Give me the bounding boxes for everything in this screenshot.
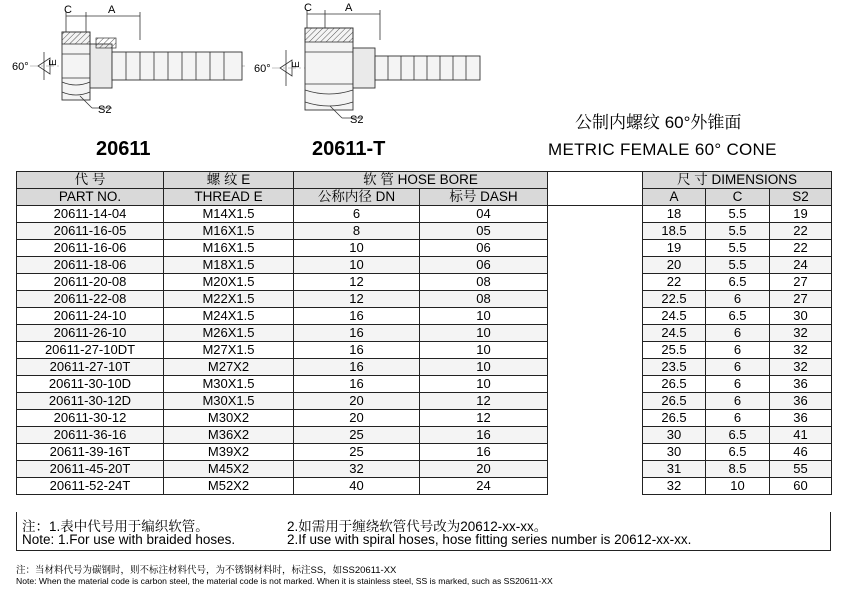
cell-part-no: 20611-30-12 [17,410,164,427]
table-row [17,257,832,274]
table-row [17,376,832,393]
cell-dn: 40 [294,478,420,495]
cell-c: 6 [706,393,770,410]
header-dimensions: 尺 寸 DIMENSIONS [643,172,832,189]
cell-thread: M30X1.5 [164,376,294,393]
cell-c: 10 [706,478,770,495]
cell-dn: 10 [294,257,420,274]
header-s2: S2 [770,189,832,206]
cell-a: 26.5 [643,393,706,410]
cell-part-no: 20611-52-24T [17,478,164,495]
cell-gap [548,240,643,257]
cell-gap [548,308,643,325]
cell-s2: 24 [770,257,832,274]
cell-part-no: 20611-30-12D [17,393,164,410]
cell-a: 19 [643,240,706,257]
cell-s2: 19 [770,206,832,223]
cell-s2: 32 [770,325,832,342]
cell-thread: M30X1.5 [164,393,294,410]
cell-a: 26.5 [643,410,706,427]
cell-dash: 08 [420,274,548,291]
cell-dn: 12 [294,291,420,308]
cell-a: 22.5 [643,291,706,308]
cell-a: 26.5 [643,376,706,393]
table-row [17,325,832,342]
cell-dn: 16 [294,376,420,393]
cell-gap [548,342,643,359]
cell-gap [548,223,643,240]
cell-s2: 32 [770,359,832,376]
header-row-1 [17,172,832,189]
table-body [17,206,832,495]
cell-dash: 08 [420,291,548,308]
cell-dash: 10 [420,325,548,342]
cell-dash: 06 [420,240,548,257]
cell-s2: 22 [770,223,832,240]
cell-thread: M30X2 [164,410,294,427]
table-row [17,393,832,410]
cell-s2: 27 [770,291,832,308]
cell-dash: 12 [420,410,548,427]
cell-dn: 10 [294,240,420,257]
cell-dash: 04 [420,206,548,223]
cell-c: 5.5 [706,223,770,240]
cell-dn: 20 [294,393,420,410]
cell-a: 22 [643,274,706,291]
cell-a: 31 [643,461,706,478]
cell-part-no: 20611-36-16 [17,427,164,444]
label-s2-left: S2 [98,104,112,116]
cell-dn: 16 [294,359,420,376]
note-cn-2: 2.如需用于缠绕软管代号改为20612-xx-xx。 [287,519,548,534]
model-20611: 20611 [96,138,151,160]
cell-dash: 05 [420,223,548,240]
table-row [17,427,832,444]
cell-c: 6.5 [706,427,770,444]
table-row [17,308,832,325]
cell-dn: 8 [294,223,420,240]
cell-dn: 16 [294,342,420,359]
drawing-20611 [30,12,245,108]
cell-c: 6 [706,410,770,427]
cell-a: 23.5 [643,359,706,376]
cell-part-no: 20611-24-10 [17,308,164,325]
label-e-left: E [48,59,59,66]
cell-thread: M24X1.5 [164,308,294,325]
cell-s2: 55 [770,461,832,478]
table-row [17,359,832,376]
note-en-1: Note: 1.For use with braided hoses. [22,532,236,547]
cell-c: 8.5 [706,461,770,478]
cell-dash: 10 [420,308,548,325]
cell-c: 6 [706,325,770,342]
header-a: A [643,189,706,206]
cell-dn: 25 [294,444,420,461]
cell-thread: M16X1.5 [164,223,294,240]
cell-c: 5.5 [706,206,770,223]
cell-s2: 30 [770,308,832,325]
cell-gap [548,376,643,393]
title-chinese: 公制内螺纹 60°外锥面 [575,113,742,132]
cell-dash: 12 [420,393,548,410]
table-row [17,444,832,461]
label-s2-right: S2 [350,114,364,126]
cell-gap [548,274,643,291]
cell-gap [548,427,643,444]
label-angle-right: 60° [254,63,271,75]
cell-gap [548,393,643,410]
cell-thread: M39X2 [164,444,294,461]
cell-dn: 20 [294,410,420,427]
cell-gap [548,478,643,495]
label-a-right: A [345,2,353,14]
cell-gap [548,325,643,342]
cell-part-no: 20611-22-08 [17,291,164,308]
header-dn: 公称内径 DN [294,189,420,206]
cell-part-no: 20611-26-10 [17,325,164,342]
cell-gap [548,206,643,223]
header-gap [548,172,643,206]
cell-thread: M36X2 [164,427,294,444]
cell-c: 5.5 [706,240,770,257]
table-row [17,223,832,240]
drawing-20611-T [272,10,480,118]
cell-part-no: 20611-27-10T [17,359,164,376]
cell-thread: M27X2 [164,359,294,376]
cell-a: 25.5 [643,342,706,359]
table-row [17,478,832,495]
header-c: C [706,189,770,206]
cell-thread: M20X1.5 [164,274,294,291]
cell-thread: M45X2 [164,461,294,478]
cell-a: 18 [643,206,706,223]
cell-a: 24.5 [643,308,706,325]
cell-s2: 27 [770,274,832,291]
cell-dash: 24 [420,478,548,495]
cell-dash: 10 [420,342,548,359]
cell-dn: 12 [294,274,420,291]
cell-dash: 10 [420,376,548,393]
cell-dash: 16 [420,427,548,444]
cell-part-no: 20611-30-10D [17,376,164,393]
cell-thread: M16X1.5 [164,240,294,257]
header-part-cn: 代 号 [17,172,164,189]
cell-thread: M22X1.5 [164,291,294,308]
cell-gap [548,257,643,274]
cell-dn: 16 [294,308,420,325]
table-row [17,206,832,223]
cell-s2: 36 [770,410,832,427]
cell-part-no: 20611-27-10DT [17,342,164,359]
cell-s2: 46 [770,444,832,461]
table-row [17,410,832,427]
cell-thread: M26X1.5 [164,325,294,342]
header-thread-en: THREAD E [164,189,294,206]
cell-a: 20 [643,257,706,274]
cell-s2: 36 [770,393,832,410]
cell-thread: M27X1.5 [164,342,294,359]
header-dash: 标号 DASH [420,189,548,206]
table-row [17,291,832,308]
cell-part-no: 20611-20-08 [17,274,164,291]
cell-gap [548,410,643,427]
label-c-left: C [64,4,72,16]
cell-a: 32 [643,478,706,495]
cell-c: 6.5 [706,308,770,325]
cell-gap [548,291,643,308]
cell-c: 5.5 [706,257,770,274]
cell-a: 30 [643,444,706,461]
cell-s2: 41 [770,427,832,444]
cell-a: 18.5 [643,223,706,240]
cell-a: 24.5 [643,325,706,342]
header-thread-cn: 螺 纹 E [164,172,294,189]
cell-c: 6 [706,291,770,308]
table-row [17,342,832,359]
cell-c: 6 [706,342,770,359]
cell-s2: 32 [770,342,832,359]
cell-part-no: 20611-45-20T [17,461,164,478]
cell-c: 6.5 [706,274,770,291]
cell-dash: 16 [420,444,548,461]
cell-part-no: 20611-14-04 [17,206,164,223]
cell-s2: 60 [770,478,832,495]
cell-part-no: 20611-16-06 [17,240,164,257]
cell-s2: 36 [770,376,832,393]
table-row [17,274,832,291]
cell-gap [548,461,643,478]
label-c-right: C [304,2,312,14]
footer-note-cn: 注：当材料代号为碳钢时，则不标注材料代号，为不锈钢材料时，标注SS，如SS20611-XX [16,565,397,576]
model-20611-t: 20611-T [312,138,386,160]
cell-a: 30 [643,427,706,444]
label-angle-left: 60° [12,61,29,73]
cell-dn: 32 [294,461,420,478]
header-part-en: PART NO. [17,189,164,206]
cell-dn: 6 [294,206,420,223]
table-row [17,240,832,257]
cell-dn: 16 [294,325,420,342]
cell-gap [548,359,643,376]
label-a-left: A [108,4,116,16]
note-cn-1: 注：1.表中代号用于编织软管。 [22,519,209,534]
cell-thread: M14X1.5 [164,206,294,223]
note-en-2: 2.If use with spiral hoses, hose fitting series number is 20612-xx-xx. [287,532,692,547]
header-hose: 软 管 HOSE BORE [294,172,548,189]
title-english: METRIC FEMALE 60° CONE [548,140,777,159]
cell-dash: 20 [420,461,548,478]
cell-dash: 10 [420,359,548,376]
header-row-2 [17,189,832,206]
cell-part-no: 20611-16-05 [17,223,164,240]
notes-box [16,512,831,551]
cell-c: 6 [706,376,770,393]
cell-gap [548,444,643,461]
cell-c: 6.5 [706,444,770,461]
table-row [17,461,832,478]
label-e-right: E [291,61,302,68]
cell-c: 6 [706,359,770,376]
cell-thread: M52X2 [164,478,294,495]
cell-part-no: 20611-39-16T [17,444,164,461]
cell-dn: 25 [294,427,420,444]
cell-dash: 06 [420,257,548,274]
cell-thread: M18X1.5 [164,257,294,274]
cell-s2: 22 [770,240,832,257]
spec-table [16,171,832,495]
cell-part-no: 20611-18-06 [17,257,164,274]
footer-note-en: Note: When the material code is carbon steel, the material code is not marked. When it is stainless steel, SS is marked, such as SS20611-XX [16,576,553,586]
